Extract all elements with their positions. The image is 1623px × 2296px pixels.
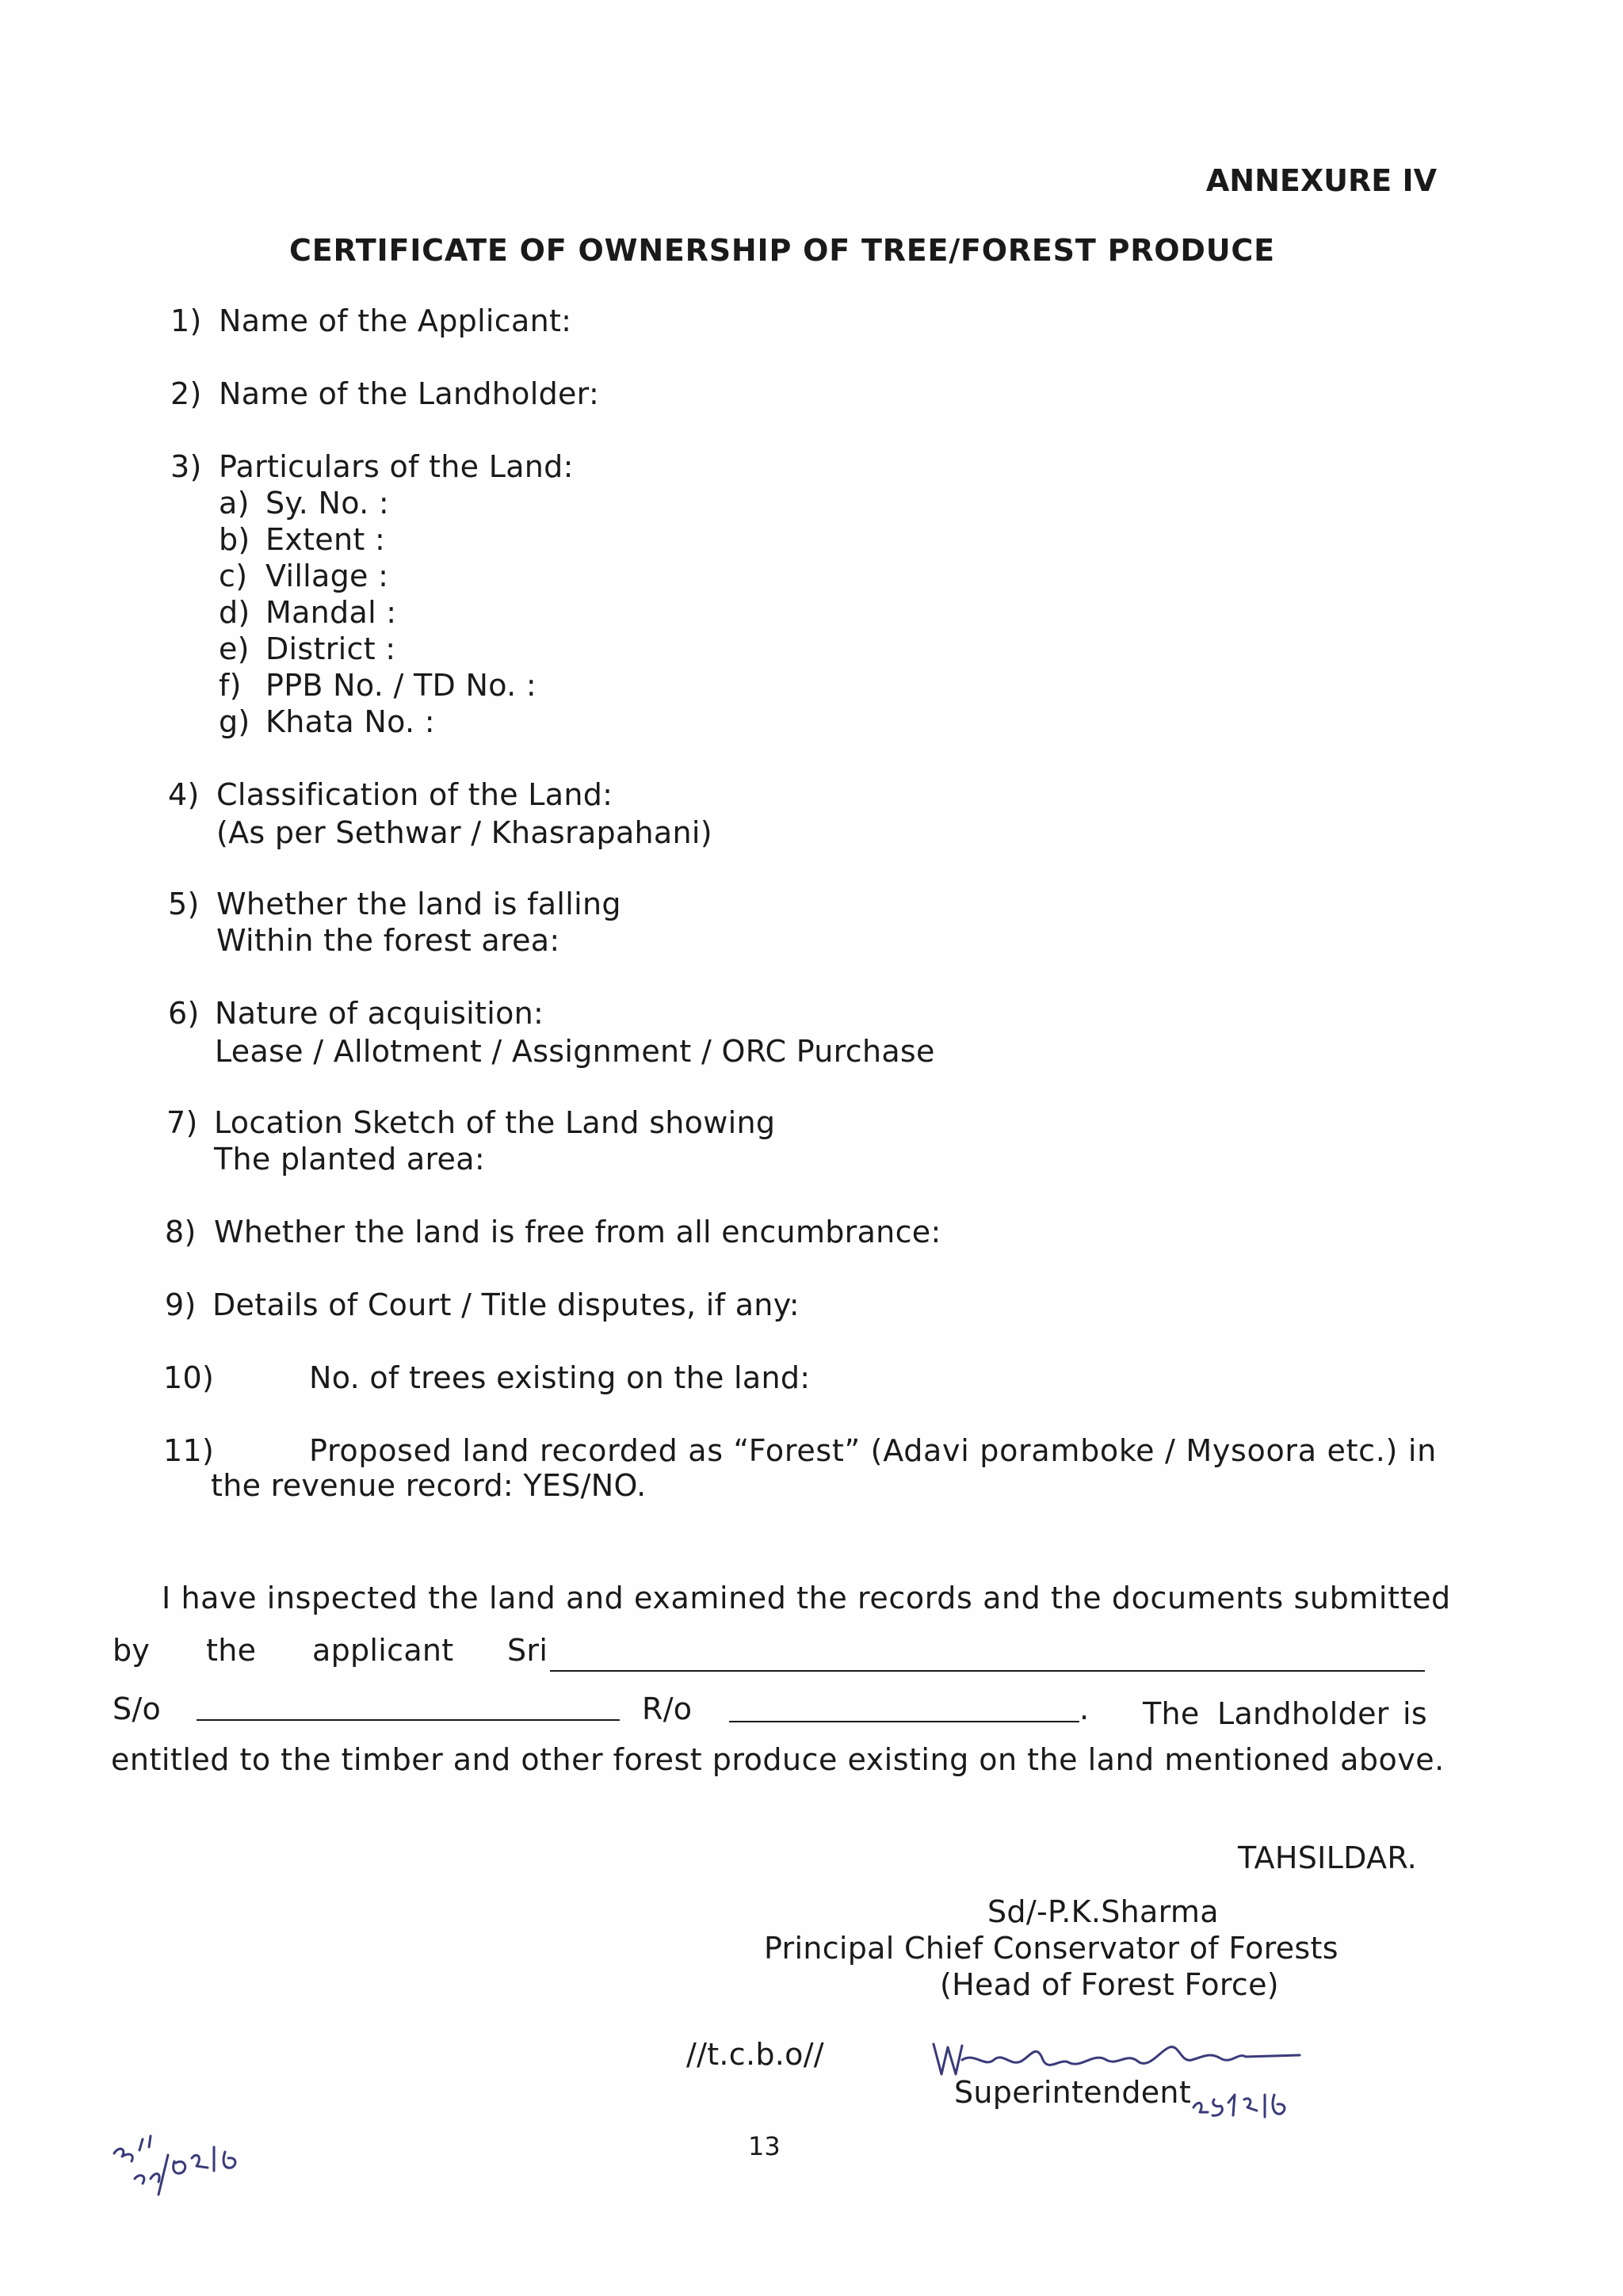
father-name-blank [197,1719,620,1721]
item-label-particulars-of-land: Particulars of the Land: [219,449,574,484]
subitem-district: District : [265,631,396,666]
item-label-name-of-landholder: Name of the Landholder: [219,376,600,411]
subitem-letter: f) [219,668,242,703]
item-label-revenue-record: the revenue record: YES/NO. [211,1468,647,1503]
declaration-word: S/o [113,1691,162,1726]
declaration-word: the [206,1633,257,1668]
item-label-location-sketch: Location Sketch of the Land showing [214,1105,776,1140]
item-number: 4) [168,777,200,812]
residence-blank [729,1721,1079,1722]
item-label-court-disputes: Details of Court / Title disputes, if any: [212,1287,800,1322]
tahsildar-label: TAHSILDAR. [1238,1840,1418,1875]
declaration-word: The [1143,1696,1200,1731]
signatory-name: Sd/-P.K.Sharma [987,1894,1219,1929]
item-number: 8) [165,1215,197,1249]
subitem-letter: c) [219,559,248,593]
declaration-word: by [113,1633,151,1668]
subitem-extent: Extent : [265,522,386,557]
item-label-classification-note: (As per Sethwar / Khasrapahani) [216,815,712,850]
annexure-label: ANNEXURE IV [1205,163,1437,198]
item-number: 10) [163,1360,215,1395]
subitem-letter: d) [219,595,250,630]
declaration-line-4: entitled to the timber and other forest produce existing on the land mentioned above. [111,1742,1445,1777]
item-label-nature-of-acquisition: Nature of acquisition: [215,996,544,1031]
subitem-letter: a) [219,486,250,521]
item-number: 5) [168,887,200,921]
page-number: 13 [748,2131,781,2161]
tcbo-marker: //t.c.b.o// [686,2037,824,2072]
declaration-word: Landholder [1217,1696,1389,1731]
subitem-khata-no: Khata No. : [265,704,435,739]
subitem-mandal: Mandal : [265,595,397,630]
item-number: 1) [170,303,202,338]
item-number: 2) [170,376,202,411]
item-number: 6) [168,996,200,1031]
subitem-sy-no: Sy. No. : [265,486,390,521]
item-number: 7) [166,1105,198,1140]
declaration-line-1: I have inspected the land and examined the records and the documents submitted [162,1581,1451,1615]
item-label-planted-area: The planted area: [214,1142,485,1177]
item-label-acquisition-options: Lease / Allotment / Assignment / ORC Purchase [215,1034,935,1069]
superintendent-date-handwritten [1189,2076,1300,2123]
item-label-forest-area: Within the forest area: [216,923,560,958]
item-number: 9) [165,1287,197,1322]
declaration-period: . [1079,1691,1090,1726]
handwritten-inward-note [103,2123,262,2210]
signatory-head-of-force: (Head of Forest Force) [940,1967,1279,2002]
signatory-designation: Principal Chief Conservator of Forests [764,1931,1338,1966]
declaration-word: applicant [312,1633,454,1668]
declaration-word: R/o [642,1691,693,1726]
declaration-word: is [1403,1696,1427,1731]
item-label-proposed-land-forest: Proposed land recorded as “Forest” (Adavi poramboke / Mysoora etc.) in [309,1433,1437,1468]
item-label-no-of-trees: No. of trees existing on the land: [309,1360,811,1395]
item-number: 11) [163,1433,215,1468]
item-label-land-falling: Whether the land is falling [216,887,621,921]
item-label-encumbrance: Whether the land is free from all encumbrance: [214,1215,941,1249]
declaration-word: Sri [507,1633,548,1668]
subitem-village: Village : [265,559,389,593]
certificate-title: CERTIFICATE OF OWNERSHIP OF TREE/FOREST PRODUCE [289,233,1275,268]
item-label-name-of-applicant: Name of the Applicant: [219,303,572,338]
item-label-classification: Classification of the Land: [216,777,613,812]
subitem-ppb-td-no: PPB No. / TD No. : [265,668,537,703]
item-number: 3) [170,449,202,484]
subitem-letter: e) [219,631,250,666]
applicant-name-blank [550,1670,1425,1672]
subitem-letter: g) [219,704,250,739]
subitem-letter: b) [219,522,250,557]
superintendent-label: Superintendent [954,2075,1192,2110]
